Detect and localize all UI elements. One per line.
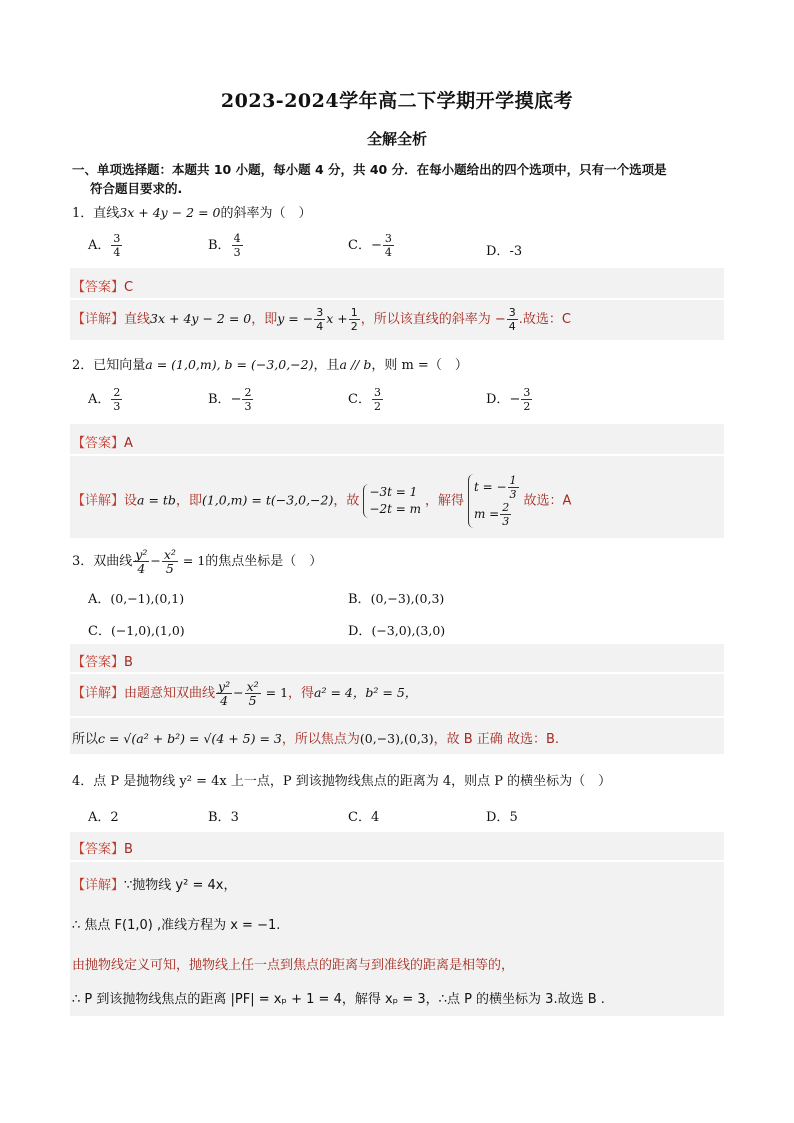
q1-stem-prefix: 1．直线 xyxy=(72,206,120,221)
q2-answer: 【答案】A xyxy=(72,436,133,451)
q3-detail-line-2: 所以c = √(a² + b²) = √(4 + 5) = 3，所以焦点为(0,−3),(0,3)，故 B 正确 故选：B. xyxy=(72,731,559,747)
q2-option-b: B．− $\frac{2}{3}$ xyxy=(208,386,252,413)
q3-answer-band xyxy=(70,644,724,672)
q1-option-a: A． $\frac{3}{4}$ xyxy=(88,232,121,259)
q3-answer: 【答案】B xyxy=(72,655,133,670)
section-line-1: 一、单项选择题：本题共 10 小题，每小题 4 分，共 40 分．在每小题给出的四个选项中，只有一个选项是 xyxy=(72,162,667,177)
q1-answer: 【答案】C xyxy=(72,280,134,295)
q2-detail: 【详解】设a = tb，即(1,0,m) = t(−3,0,−2)，故 −3t = 1 −2t = m ，解得 t = − $\frac{1}{3}$ m = $\frac{2}{3}$ 故选：A xyxy=(72,474,572,528)
question-1-stem xyxy=(72,202,311,221)
q4-answer: 【答案】B xyxy=(72,842,133,857)
q2-option-d: D．− $\frac{3}{2}$ xyxy=(486,386,531,413)
q4-detail-line-4: ∴ P 到该抛物线焦点的距离 |PF| = xₚ + 1 = 4，解得 xₚ = 3，∴点 P 的横坐标为 3.故选 B . xyxy=(72,992,605,1007)
q3-option-c: C．(−1,0),(1,0) xyxy=(88,623,185,639)
q4-detail-line-1: 【详解】∵抛物线 y² = 4x， xyxy=(72,878,237,893)
q3-option-a: A．(0,−1),(0,1) xyxy=(88,591,185,607)
q1-option-b: B． $\frac{4}{3}$ xyxy=(208,232,241,259)
q1-option-d: D．-3 xyxy=(486,244,523,259)
q2-option-a: A． $\frac{2}{3}$ xyxy=(88,386,121,413)
question-3-stem: 3．双曲线 $\frac{\text{y²}}{4}$ − $\frac{\text{x²}}{5}$ = 1的焦点坐标是（ ） xyxy=(72,547,323,576)
q4-option-b: B．3 xyxy=(208,810,239,825)
document-subtitle: 全解全析 xyxy=(366,130,427,148)
q3-option-d: D．(−3,0),(3,0) xyxy=(348,623,446,639)
q2-answer-band xyxy=(70,424,724,454)
question-4-stem: 4．点 P 是抛物线 y² = 4x 上一点，P 到该抛物线焦点的距离为 4，则点 P 的横坐标为（ ） xyxy=(72,774,612,789)
q3-option-b: B．(0,−3),(0,3) xyxy=(348,591,445,607)
document-title: 2023-2024学年高二下学期开学摸底考 xyxy=(220,90,574,112)
q4-option-d: D．5 xyxy=(486,810,518,825)
q1-stem-suffix: 的斜率为（ ） xyxy=(220,206,312,221)
q1-detail: 【详解】直线3x + 4y − 2 = 0，即y = − $\frac{3}{4}$ x + $\frac{1}{2}$ ，所以该直线的斜率为 − $\frac{3}{4}$ .故选：C xyxy=(72,306,571,333)
question-2-stem: 2．已知向量a = (1,0,m), b = (−3,0,−2)，且a // b，则 m =（ ） xyxy=(72,357,468,373)
q4-detail-line-2: ∴ 焦点 F(1,0) ,准线方程为 x = −1. xyxy=(72,918,281,933)
q4-option-a: A．2 xyxy=(88,810,119,825)
q1-stem-equation: 3x + 4y − 2 = 0 xyxy=(119,205,221,220)
section-line-2: 符合题目要求的. xyxy=(90,181,183,196)
q4-answer-band xyxy=(70,832,724,860)
section-heading xyxy=(72,160,732,198)
q1-option-c: C．− $\frac{3}{4}$ xyxy=(348,232,392,259)
q3-detail-line-1: 【详解】由题意知双曲线 $\frac{\text{y²}}{4}$ − $\frac{\text{x²}}{5}$ = 1，得a² = 4，b² = 5， xyxy=(72,679,418,708)
q2-option-c: C． $\frac{3}{2}$ xyxy=(348,386,381,413)
q4-detail-line-3: 由抛物线定义可知，抛物线上任一点到焦点的距离与到准线的距离是相等的， xyxy=(72,958,515,973)
q4-option-c: C．4 xyxy=(348,810,380,825)
q1-answer-band xyxy=(70,268,724,298)
